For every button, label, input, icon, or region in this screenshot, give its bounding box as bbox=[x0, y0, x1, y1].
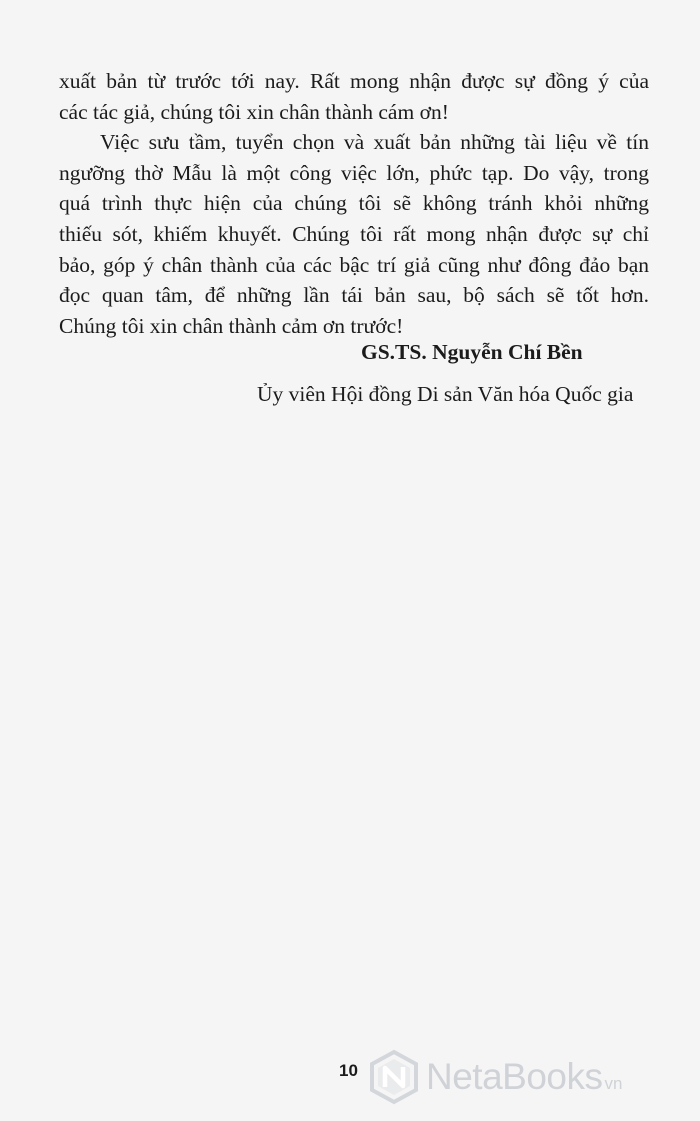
text-line: Chúng tôi xin chân thành cảm ơn trước! bbox=[59, 313, 404, 338]
paragraph-1 bbox=[59, 66, 649, 127]
text-line: Việc sưu tầm, tuyển chọn và xuất bản những tài liệu về tín bbox=[100, 130, 649, 155]
watermark bbox=[366, 1046, 700, 1108]
text-line: đọc quan tâm, để những lần tái bản sau, bộ sách sẽ tốt hơn. bbox=[59, 283, 649, 308]
body-text bbox=[59, 66, 649, 341]
watermark-suffix: vn bbox=[604, 1074, 623, 1093]
text-line: ngưỡng thờ Mẫu là một công việc lớn, phức tạp. Do vậy, trong bbox=[59, 160, 649, 185]
text-line: xuất bản từ trước tới nay. Rất mong nhận được sự đồng ý của bbox=[59, 69, 649, 93]
watermark-brand: NetaBooks bbox=[426, 1056, 603, 1097]
text-line: các tác giả, chúng tôi xin chân thành cám ơn! bbox=[59, 99, 449, 124]
author-name: GS.TS. Nguyễn Chí Bền bbox=[361, 340, 583, 364]
text-line: bảo, góp ý chân thành của các bậc trí giả cũng như đông đảo bạn bbox=[59, 252, 649, 277]
netabooks-logo-icon bbox=[366, 1049, 422, 1105]
paragraph-2 bbox=[59, 127, 649, 341]
author-title: Ủy viên Hội đồng Di sản Văn hóa Quốc gia bbox=[257, 382, 634, 406]
page-number: 10 bbox=[339, 1061, 358, 1080]
text-line: quá trình thực hiện của chúng tôi sẽ không tránh khỏi những bbox=[59, 191, 649, 216]
text-line: thiếu sót, khiếm khuyết. Chúng tôi rất mong nhận được sự chỉ bbox=[59, 221, 649, 246]
